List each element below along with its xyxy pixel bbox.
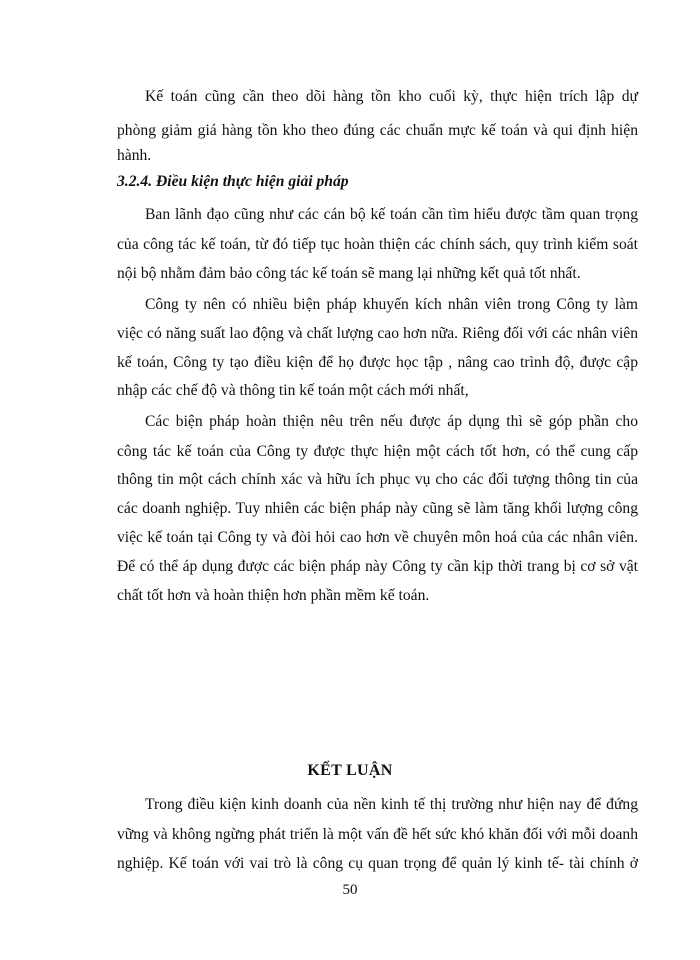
body-text-line: nội bộ nhằm đảm bảo công tác kế toán sẽ mang lại những kết quả tốt nhất. — [117, 265, 581, 282]
body-text-line: Công ty nên có nhiều biện pháp khuyến kích nhân viên trong Công ty làm — [145, 296, 638, 313]
body-text-line: Trong điều kiện kinh doanh của nền kinh tế thị trường như hiện nay để đứng — [145, 796, 638, 813]
body-text-line: thông tin một cách chính xác và hữu ích phục vụ cho các đối tượng thông tin của — [117, 471, 638, 488]
body-text-line: việc có năng suất lao động và chất lượng cao hơn nữa. Riêng đối với các nhân viên — [117, 325, 638, 342]
body-text-line: các doanh nghiệp. Tuy nhiên các biện pháp này cũng sẽ làm tăng khối lượng công — [117, 500, 638, 517]
body-text-line: của công tác kế toán, từ đó tiếp tục hoàn thiện các chính sách, quy trình kiểm soát — [117, 236, 638, 253]
body-text-line: Để có thể áp dụng được các biện pháp này Công ty cần kịp thời trang bị cơ sở vật — [117, 558, 638, 575]
body-text-line: kế toán, Công ty tạo điều kiện để họ được học tập , nâng cao trình độ, được cập — [117, 354, 638, 371]
body-text-line: việc kế toán tại Công ty và đòi hỏi cao hơn về chuyên môn hoá của các nhân viên. — [117, 529, 638, 546]
body-text-line: chất tốt hơn và hoàn thiện hơn phần mềm kế toán. — [117, 587, 430, 604]
body-text-line: vững và không ngừng phát triển là một vấn đề hết sức khó khăn đối với mỗi doanh — [117, 826, 638, 843]
body-text-line: hành. — [117, 147, 152, 164]
body-text-line: Ban lãnh đạo cũng như các cán bộ kế toán cần tìm hiểu được tầm quan trọng — [145, 206, 638, 223]
body-text-line: Các biện pháp hoàn thiện nêu trên nếu được áp dụng thì sẽ góp phần cho — [145, 413, 638, 430]
body-text-line: nghiệp. Kế toán với vai trò là công cụ quan trọng để quản lý kinh tế- tài chính ở — [117, 855, 638, 872]
page-number: 50 — [342, 882, 358, 898]
body-text-line: Kế toán cũng cần theo dõi hàng tồn kho cuối kỳ, thực hiện trích lập dự — [145, 88, 638, 105]
body-text-line: công tác kế toán của Công ty được thực hiện một cách tốt hơn, có thể cung cấp — [117, 443, 638, 460]
subsection-heading: 3.2.4. Điều kiện thực hiện giải pháp — [117, 173, 349, 190]
body-text-line: nhập các chế độ và thông tin kế toán một cách mới nhất, — [117, 382, 469, 399]
conclusion-title: KẾT LUẬN — [307, 762, 393, 779]
body-text-line: phòng giảm giá hàng tồn kho theo đúng các chuẩn mực kế toán và qui định hiện — [117, 122, 638, 139]
